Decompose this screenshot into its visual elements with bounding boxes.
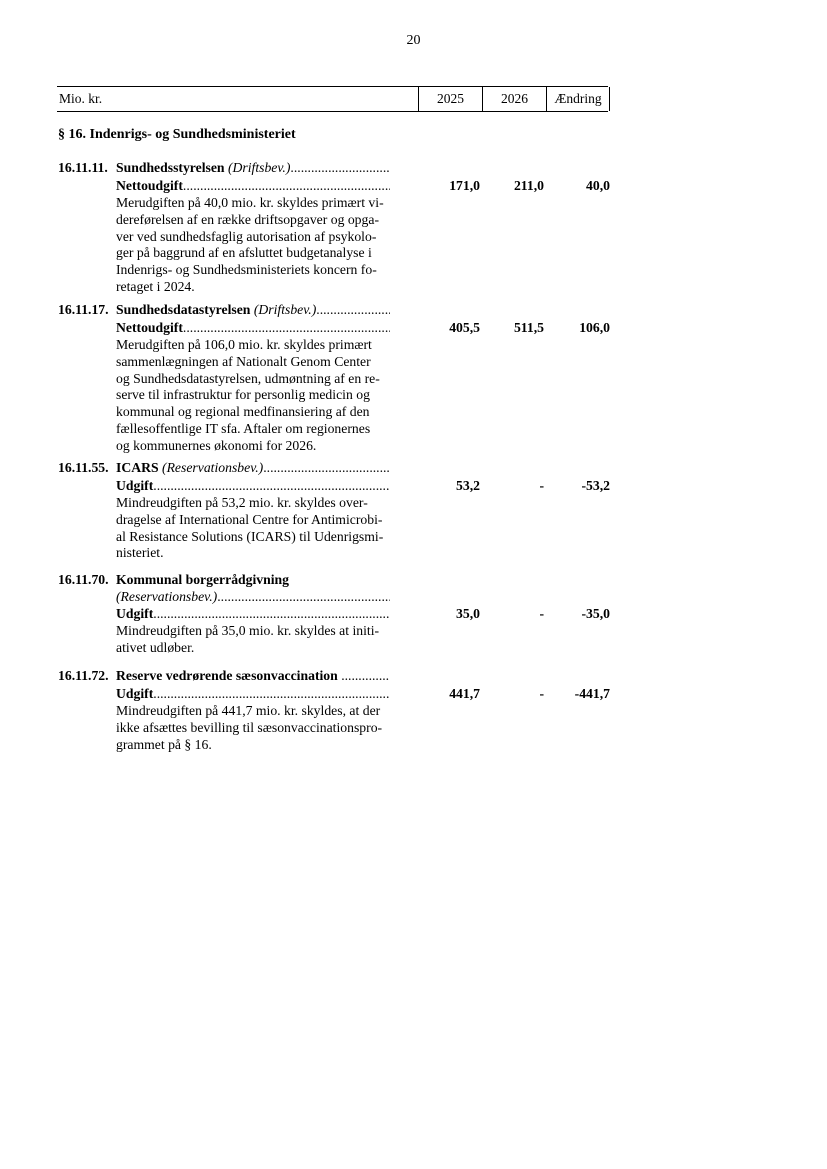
column-2025: 2025	[418, 87, 482, 111]
entry-name: Kommunal borgerrådgivning	[116, 572, 290, 587]
unit-label: Mio. kr.	[59, 91, 103, 106]
value-2026: 511,5	[513, 320, 544, 335]
value-2025: 35,0	[456, 606, 480, 621]
entry-line-label: Nettoudgift .....	[116, 178, 390, 195]
entry-title	[116, 302, 390, 319]
entry-name: Sundhedsdatastyrelsen	[116, 302, 251, 317]
entry-code: 16.11.11.	[58, 160, 108, 175]
value-change: 40,0	[586, 178, 610, 193]
value-change: -53,2	[581, 478, 610, 493]
entry-description: Mindreudgiften på 441,7 mio. kr. skyldes, at der ikke afsættes bevilling til sæsonvaccinationspro- grammet på § 16.	[116, 703, 383, 752]
value-2025: 171,0	[449, 178, 480, 193]
entry-line-label: Udgift .....	[116, 606, 390, 623]
entry-line-label: Nettoudgift .....	[116, 320, 390, 337]
section-title: § 16. Indenrigs- og Sundhedsministeriet	[58, 127, 296, 142]
entry-code: 16.11.55.	[58, 460, 109, 475]
entry-code: 16.11.70.	[58, 572, 109, 587]
entry-code: 16.11.72.	[58, 668, 109, 683]
table-header	[57, 86, 608, 112]
entry-name: ICARS	[116, 460, 159, 475]
page-number: 20	[406, 33, 421, 48]
value-2025: 441,7	[449, 686, 480, 701]
entry-description: Mindreudgiften på 53,2 mio. kr. skyldes over- dragelse af International Centre for Antimicrobi- al Resistance Solutions (ICARS) til Udenrigsmi- nisteriet.	[116, 495, 384, 561]
value-change: 106,0	[579, 320, 610, 335]
entry-description: Merudgiften på 106,0 mio. kr. skyldes primært sammenlægningen af Nationalt Genom Center og Sundhedsdatastyrelsen, udmøntning af en re- serve til infrastruktur for personlig medicin og kommunal og regional medfinansiering af den fællesoffentlige IT sfa. Aftaler om regionernes og kommunernes økonomi for 2026.	[116, 337, 380, 453]
entry-description: Merudgiften på 40,0 mio. kr. skyldes primært vi- dereførelsen af en række driftsopgaver og opga- ver ved sundhedsfaglig autorisation af psykolo- ger på baggrund af en afsluttet budgetanalyse i Indenrigs- og Sundhedsministeriets koncern fo- retaget i 2024.	[116, 195, 384, 294]
column-change: Ændring	[546, 87, 610, 111]
entry-type: (Driftsbev.)	[253, 302, 317, 317]
entry-name: Reserve vedrørende sæsonvaccination	[116, 668, 338, 683]
entry-title	[116, 160, 390, 177]
value-2025: 405,5	[449, 320, 480, 335]
entry-type: (Reservationsbev.)	[162, 460, 264, 475]
column-2026: 2026	[482, 87, 546, 111]
value-2026: 211,0	[513, 178, 544, 193]
entry-title	[116, 668, 390, 685]
entry-description: Mindreudgiften på 35,0 mio. kr. skyldes at initi- ativet udløber.	[116, 623, 380, 655]
value-2026: -	[539, 606, 544, 621]
value-2026: -	[539, 686, 544, 701]
entry-line-label: Udgift .....	[116, 686, 390, 703]
entry-title	[116, 460, 390, 477]
value-change: -441,7	[574, 686, 610, 701]
value-2026: -	[539, 478, 544, 493]
entry-name: Sundhedsstyrelsen	[116, 160, 225, 175]
value-change: -35,0	[581, 606, 610, 621]
entry-type: (Reservationsbev.) .....	[116, 589, 390, 606]
entry-type: (Driftsbev.)	[227, 160, 291, 175]
entry-code: 16.11.17.	[58, 302, 109, 317]
entry-line-label: Udgift .....	[116, 478, 390, 495]
value-2025: 53,2	[456, 478, 480, 493]
